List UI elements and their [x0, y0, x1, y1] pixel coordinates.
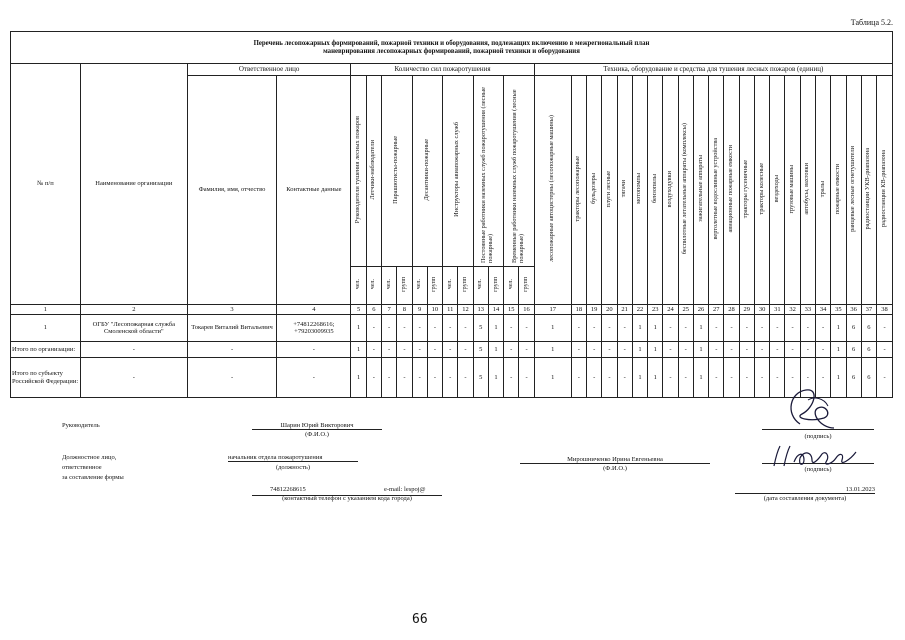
- header-equipment-8: [663, 76, 678, 305]
- row-value: 1: [831, 342, 846, 358]
- header-force-label: Летчики-наблюдатели: [369, 140, 377, 200]
- row-value: -: [443, 315, 458, 342]
- header-equipment-13: [739, 76, 754, 305]
- position-hint: (должность): [275, 464, 311, 471]
- column-number: 25: [678, 305, 693, 315]
- row-value: 1: [488, 358, 503, 398]
- header-no: № п/п: [11, 64, 81, 305]
- row-value: -: [739, 358, 754, 398]
- header-equipment-label: вездеходы: [772, 175, 780, 203]
- compile-date: 13.01.2023: [735, 486, 875, 494]
- header-unit-label: чел.: [370, 279, 377, 290]
- header-equipment-1: [534, 76, 571, 305]
- row-value: -: [397, 342, 412, 358]
- row-value: 6: [846, 315, 861, 342]
- row-value: -: [617, 358, 632, 398]
- header-equipment-label: автобусы, вахтовки: [803, 162, 811, 215]
- row-value: -: [519, 358, 534, 398]
- header-equipment-3: [587, 76, 602, 305]
- header-organization: Наименование организации: [80, 64, 187, 305]
- row-value: -: [724, 315, 739, 342]
- header-equipment-label: бензопилы: [650, 174, 658, 204]
- row-value: -: [427, 315, 442, 342]
- row-value: -: [458, 315, 473, 342]
- table-row: [11, 358, 893, 398]
- row-value: 1: [648, 358, 663, 398]
- header-equipment-label: плуги лесные: [604, 170, 612, 207]
- responsible-name: Мирошниченко Ирина Евгеньевна: [520, 456, 710, 464]
- header-equipment-label: радиостанции УКВ-диапазона: [864, 148, 872, 230]
- header-equipment-15: [770, 76, 785, 305]
- row-value: -: [366, 315, 381, 342]
- row-value: 5: [473, 342, 488, 358]
- header-unit-label: чел.: [477, 279, 484, 290]
- responsible-fio-hint: (Ф.И.О.): [603, 465, 627, 472]
- header-unit-9: [473, 267, 488, 305]
- row-value: 6: [861, 358, 876, 398]
- column-number: 28: [724, 305, 739, 315]
- header-equipment-6: [632, 76, 647, 305]
- row-value: -: [443, 342, 458, 358]
- column-number: 26: [693, 305, 708, 315]
- header-full-name: Фамилия, имя, отчество: [187, 76, 276, 305]
- row-value: 1: [534, 358, 571, 398]
- row-value: -: [366, 358, 381, 398]
- row-value: -: [458, 342, 473, 358]
- column-number: 36: [846, 305, 861, 315]
- column-number: 18: [571, 305, 586, 315]
- row-value: 1: [693, 315, 708, 342]
- row-value: -: [427, 358, 442, 398]
- column-number: 19: [587, 305, 602, 315]
- row-organization: ОГБУ "Лесопожарная служба Смоленской области": [80, 315, 187, 342]
- column-number: 5: [351, 305, 366, 315]
- header-unit-label: чел.: [446, 279, 453, 290]
- row-contacts: -: [277, 358, 351, 398]
- row-value: -: [724, 358, 739, 398]
- row-value: -: [800, 358, 815, 398]
- row-value: -: [443, 358, 458, 398]
- column-number: 6: [366, 305, 381, 315]
- row-value: -: [785, 315, 800, 342]
- row-value: -: [800, 315, 815, 342]
- header-equipment-16: [785, 76, 800, 305]
- row-value: -: [770, 315, 785, 342]
- row-full-name: -: [187, 358, 276, 398]
- header-force-7: [504, 76, 535, 267]
- header-unit-2: [366, 267, 381, 305]
- row-value: 1: [693, 358, 708, 398]
- header-equipment-label: авиационные пожарные емкости: [727, 145, 735, 233]
- row-value: -: [617, 315, 632, 342]
- row-value: 1: [648, 315, 663, 342]
- row-value: 1: [351, 342, 366, 358]
- row-value: -: [754, 315, 769, 342]
- responsible-label-3: за составление формы: [62, 474, 124, 481]
- header-equipment-label: вертолетные водосливные устройства: [711, 138, 719, 240]
- forces-equipment-table: [10, 31, 893, 398]
- row-value: -: [382, 315, 397, 342]
- column-number: 4: [277, 305, 351, 315]
- row-value: -: [587, 358, 602, 398]
- header-force-label: Инструкторы авиапожарных служб: [453, 122, 461, 218]
- header-equipment-label: зажигательные аппараты: [696, 155, 704, 223]
- row-value: 1: [351, 358, 366, 398]
- row-organization: -: [80, 342, 187, 358]
- column-number: 12: [458, 305, 473, 315]
- header-equipment-12: [724, 76, 739, 305]
- row-contacts: +74812268616; +79203009935: [277, 315, 351, 342]
- row-value: -: [816, 342, 831, 358]
- column-number: 21: [617, 305, 632, 315]
- column-number: 33: [800, 305, 815, 315]
- row-contacts: -: [277, 342, 351, 358]
- table-row: [11, 315, 893, 342]
- column-number: 22: [632, 305, 647, 315]
- column-number: 2: [80, 305, 187, 315]
- row-value: -: [397, 358, 412, 398]
- header-force-6: [473, 76, 504, 267]
- header-unit-label: чел.: [416, 279, 423, 290]
- row-value: -: [458, 358, 473, 398]
- row-value: -: [663, 358, 678, 398]
- row-value: 1: [488, 315, 503, 342]
- header-unit-label: групп: [523, 276, 530, 292]
- row-full-name: Токарев Виталий Витальевич: [187, 315, 276, 342]
- row-value: -: [366, 342, 381, 358]
- row-value: 5: [473, 315, 488, 342]
- row-value: -: [412, 315, 427, 342]
- header-unit-label: чел.: [385, 279, 392, 290]
- row-value: -: [785, 358, 800, 398]
- header-responsible-person: Ответственное лицо: [187, 64, 351, 76]
- header-unit-5: [412, 267, 427, 305]
- row-value: -: [504, 358, 519, 398]
- row-value: -: [877, 342, 893, 358]
- row-value: -: [519, 315, 534, 342]
- header-unit-11: [504, 267, 519, 305]
- header-force-label: Парашютисты-пожарные: [392, 135, 400, 204]
- responsible-label-2: ответственное: [62, 464, 102, 471]
- header-unit-12: [519, 267, 534, 305]
- row-value: -: [877, 358, 893, 398]
- row-value: -: [678, 342, 693, 358]
- row-value: -: [587, 315, 602, 342]
- header-equipment-19: [831, 76, 846, 305]
- row-value: -: [571, 342, 586, 358]
- row-value: 5: [473, 358, 488, 398]
- header-equipment-label: тралы: [818, 180, 826, 197]
- row-value: -: [602, 342, 617, 358]
- row-value: 1: [632, 315, 647, 342]
- column-number: 9: [412, 305, 427, 315]
- row-value: -: [602, 358, 617, 398]
- head-name: Шарин Юрий Викторович: [252, 422, 382, 430]
- table-title-line-2: маневрирования лесопожарных формирований, пожарной техники и оборудования: [323, 47, 580, 55]
- header-equipment-label: бульдозеры: [589, 173, 597, 205]
- row-value: 6: [846, 358, 861, 398]
- row-value: -: [739, 315, 754, 342]
- row-value: 1: [693, 342, 708, 358]
- column-number: 16: [519, 305, 534, 315]
- row-value: -: [519, 342, 534, 358]
- header-equipment-label: радиостанции КВ-диапазона: [880, 150, 888, 228]
- row-value: 6: [846, 342, 861, 358]
- row-value: 1: [488, 342, 503, 358]
- row-value: -: [571, 358, 586, 398]
- row-value: 1: [831, 315, 846, 342]
- header-equipment-9: [678, 76, 693, 305]
- row-value: -: [678, 315, 693, 342]
- column-number: 29: [739, 305, 754, 315]
- header-equipment-22: [877, 76, 893, 305]
- row-value: -: [571, 315, 586, 342]
- column-number: 1: [11, 305, 81, 315]
- column-number: 23: [648, 305, 663, 315]
- row-value: -: [709, 358, 724, 398]
- row-value: -: [397, 315, 412, 342]
- header-unit-label: чел.: [507, 279, 514, 290]
- row-value: 1: [534, 315, 571, 342]
- table-label: Таблица 5.2.: [850, 18, 893, 27]
- column-number: 20: [602, 305, 617, 315]
- column-number: 34: [816, 305, 831, 315]
- header-unit-label: чел.: [355, 279, 362, 290]
- row-value: -: [412, 342, 427, 358]
- header-unit-10: [488, 267, 503, 305]
- header-contacts: Контактные данные: [277, 76, 351, 305]
- row-value: -: [816, 315, 831, 342]
- head-fio-hint: (Ф.И.О.): [305, 431, 329, 438]
- header-equipment-21: [861, 76, 876, 305]
- header-forces: Количество сил пожаротушения: [351, 64, 534, 76]
- column-number: 3: [187, 305, 276, 315]
- date-hint: (дата составления документа): [763, 495, 847, 502]
- header-force-label: Временные работники наземных служб пожаротушения (лесные пожарные): [510, 89, 525, 263]
- header-unit-label: групп: [400, 276, 407, 292]
- contact-phone: 74812268615: [270, 486, 306, 493]
- header-unit-label: групп: [492, 276, 499, 292]
- row-value: -: [587, 342, 602, 358]
- row-value: -: [754, 358, 769, 398]
- header-equipment-label: грузовые машины: [788, 164, 796, 214]
- header-equipment-label: мотопомпы: [635, 173, 643, 205]
- header-unit-3: [382, 267, 397, 305]
- column-number: 24: [663, 305, 678, 315]
- header-equipment-label: тягачи: [620, 180, 628, 198]
- row-value: 1: [648, 342, 663, 358]
- responsible-position: начальник отдела пожаротушения: [228, 454, 358, 462]
- column-number: 13: [473, 305, 488, 315]
- row-organization: -: [80, 358, 187, 398]
- header-equipment-label: тракторы лесопожарные: [574, 155, 582, 222]
- contact-email: e-mail: lespoj@: [384, 486, 426, 493]
- row-value: -: [724, 342, 739, 358]
- row-value: -: [739, 342, 754, 358]
- header-equipment-label: ранцевые лесные огнетушители: [849, 145, 857, 232]
- row-value: 6: [861, 315, 876, 342]
- row-value: -: [382, 342, 397, 358]
- header-unit-7: [443, 267, 458, 305]
- row-value: -: [663, 342, 678, 358]
- row-value: -: [709, 315, 724, 342]
- row-value: -: [504, 342, 519, 358]
- row-value: -: [678, 358, 693, 398]
- row-value: -: [504, 315, 519, 342]
- column-number: 10: [427, 305, 442, 315]
- phone-hint: (контактный телефон с указанием кода города): [282, 495, 412, 502]
- row-value: -: [754, 342, 769, 358]
- header-equipment-11: [709, 76, 724, 305]
- row-value: 1: [351, 315, 366, 342]
- header-equipment-label: беспилотные летательные аппараты (комплексы): [681, 123, 689, 255]
- column-number: 38: [877, 305, 893, 315]
- column-number: 30: [754, 305, 769, 315]
- column-number: 15: [504, 305, 519, 315]
- column-number: 8: [397, 305, 412, 315]
- header-equipment-label: тракторы колесные: [757, 162, 765, 215]
- row-value: -: [816, 358, 831, 398]
- header-unit-label: групп: [431, 276, 438, 292]
- head-sign-hint: (подпись): [804, 433, 832, 440]
- header-force-1: [351, 76, 366, 267]
- responsible-label-1: Должностное лицо,: [62, 454, 117, 461]
- row-value: -: [382, 358, 397, 398]
- header-equipment-20: [846, 76, 861, 305]
- header-unit-8: [458, 267, 473, 305]
- row-value: -: [663, 315, 678, 342]
- header-equipment-5: [617, 76, 632, 305]
- row-value: 1: [632, 358, 647, 398]
- row-number: Итого по организации:: [11, 342, 81, 358]
- header-equipment-18: [816, 76, 831, 305]
- column-number: 11: [443, 305, 458, 315]
- row-value: 1: [534, 342, 571, 358]
- header-unit-6: [427, 267, 442, 305]
- column-number: 35: [831, 305, 846, 315]
- header-unit-label: групп: [462, 276, 469, 292]
- column-number: 7: [382, 305, 397, 315]
- header-equipment-10: [693, 76, 708, 305]
- header-equipment-2: [571, 76, 586, 305]
- header-force-label: Руководители тушения лесных пожаров: [354, 116, 362, 224]
- head-label: Руководитель: [62, 422, 100, 429]
- table-title-line-1: Перечень лесопожарных формирований, пожарной техники и оборудования, подлежащих включению в межрегиональный план: [253, 39, 650, 47]
- row-value: -: [877, 315, 893, 342]
- header-equipment-label: лесопожарные автоцистерны (лесопожарные машины): [548, 115, 556, 263]
- header-force-5: [443, 76, 474, 267]
- column-number: 27: [709, 305, 724, 315]
- row-value: -: [709, 342, 724, 358]
- row-value: -: [785, 342, 800, 358]
- column-number: 37: [861, 305, 876, 315]
- head-signature: [780, 384, 850, 436]
- header-unit-4: [397, 267, 412, 305]
- header-equipment-14: [754, 76, 769, 305]
- column-number: 14: [488, 305, 503, 315]
- row-value: 1: [632, 342, 647, 358]
- header-equipment-7: [648, 76, 663, 305]
- header-equipment-label: тракторы гусеничные: [742, 159, 750, 218]
- column-number: 32: [785, 305, 800, 315]
- header-equipment-17: [800, 76, 815, 305]
- page-number: 66: [412, 612, 428, 627]
- column-number: 31: [770, 305, 785, 315]
- row-value: -: [770, 358, 785, 398]
- header-unit-1: [351, 267, 366, 305]
- row-full-name: -: [187, 342, 276, 358]
- row-value: -: [427, 342, 442, 358]
- row-value: -: [800, 342, 815, 358]
- row-number: 1: [11, 315, 81, 342]
- header-equipment-label: пожарные емкости: [833, 163, 841, 214]
- header-force-3: [382, 76, 413, 267]
- header-equipment-label: воздуходувки: [666, 170, 674, 207]
- responsible-sign-hint: (подпись): [804, 466, 832, 473]
- table-row: [11, 342, 893, 358]
- row-value: -: [602, 315, 617, 342]
- row-value: -: [770, 342, 785, 358]
- row-number: Итого по субъекту Российской Федерации:: [11, 358, 81, 398]
- row-value: 1: [831, 358, 846, 398]
- header-force-4: [412, 76, 443, 267]
- header-force-label: Постоянные работники наземных служб пожаротушения (лесные пожарные): [480, 86, 495, 263]
- header-force-2: [366, 76, 381, 267]
- row-value: -: [617, 342, 632, 358]
- responsible-signature: [770, 442, 860, 470]
- column-number: 17: [534, 305, 571, 315]
- row-value: 6: [861, 342, 876, 358]
- table-title: [11, 32, 893, 64]
- row-value: -: [412, 358, 427, 398]
- header-equipment: Техника, оборудование и средства для тушения лесных пожаров (единиц): [534, 64, 892, 76]
- header-force-label: Десантники-пожарные: [422, 139, 430, 201]
- header-equipment-4: [602, 76, 617, 305]
